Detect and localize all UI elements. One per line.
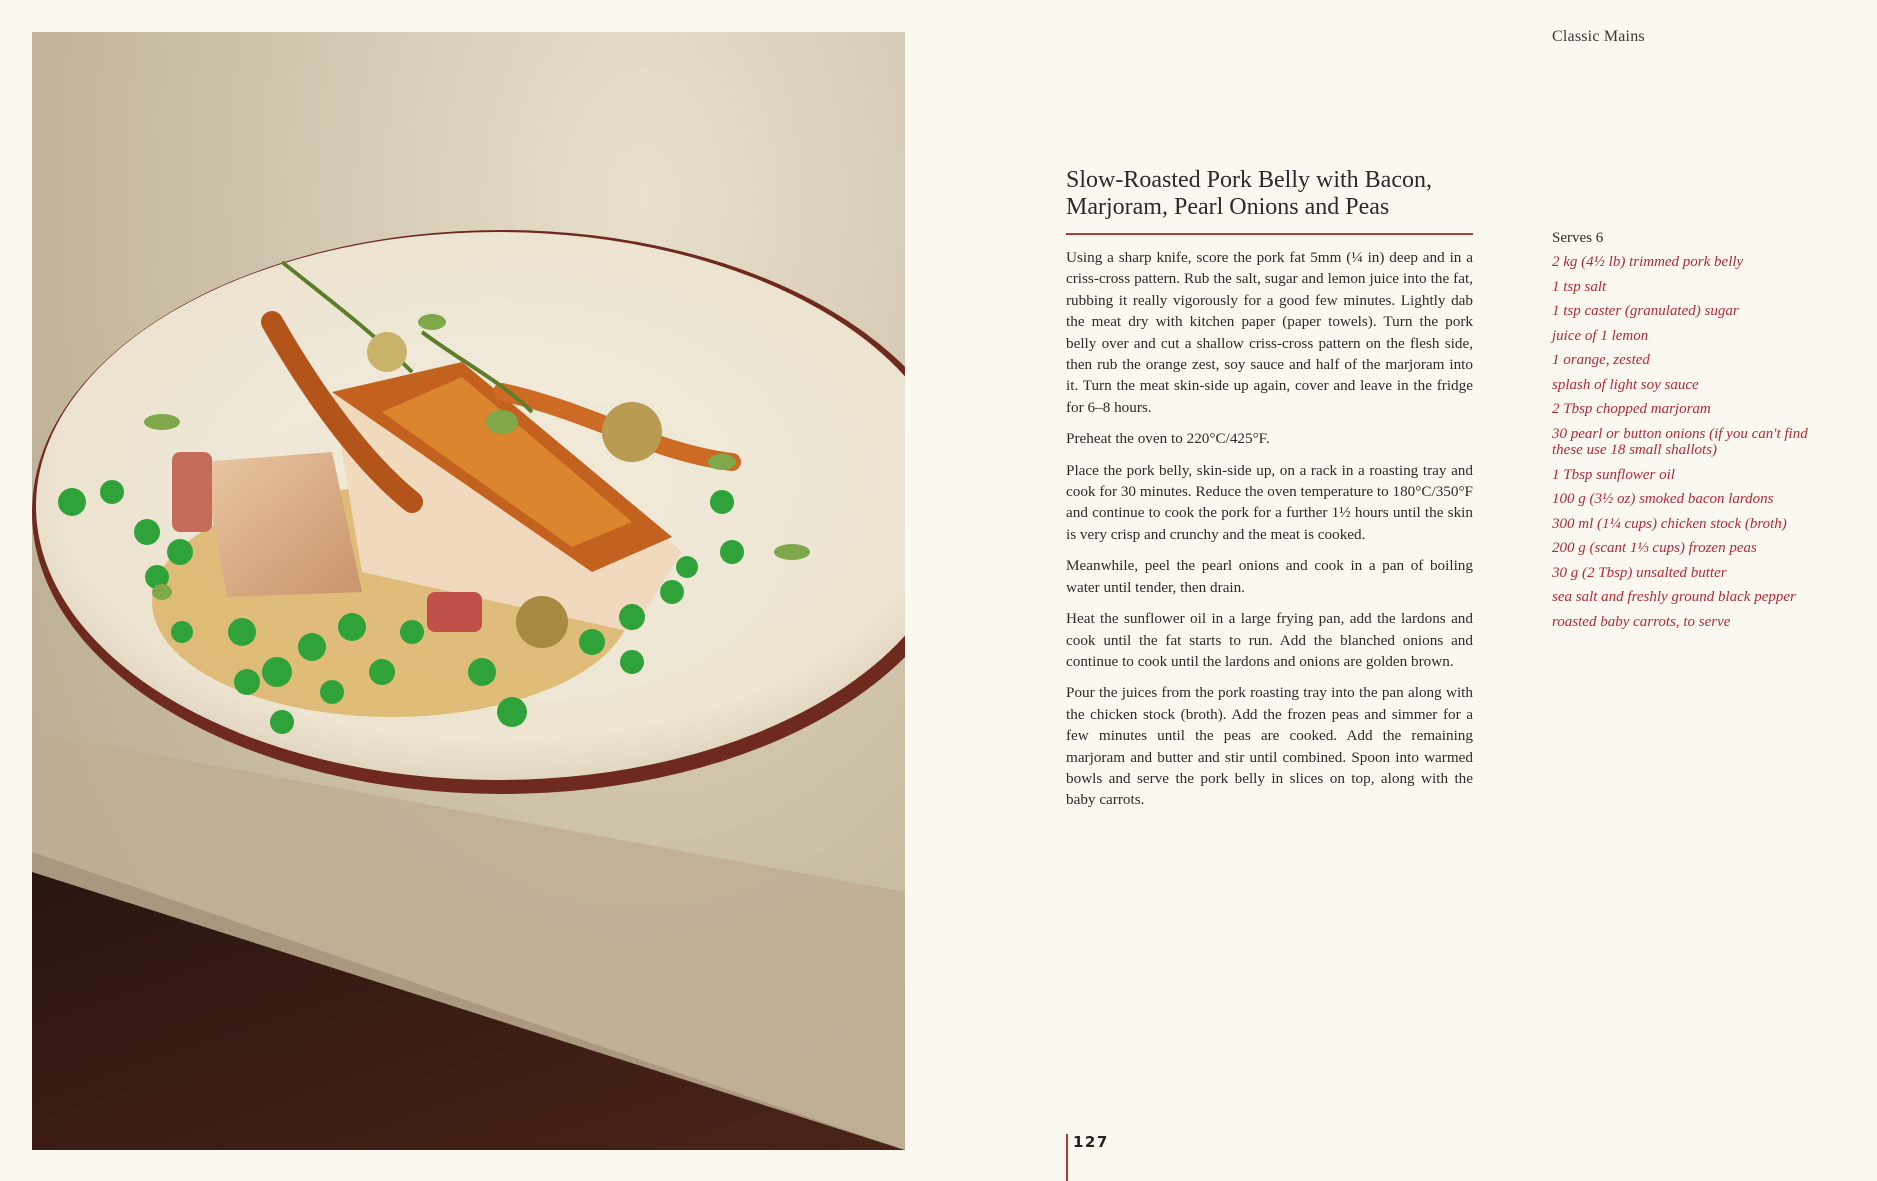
ingredient-item: 30 pearl or button onions (if you can't find these use 18 small shallots) [1552, 425, 1808, 458]
recipe-title-line1: Slow-Roasted Pork Belly with Bacon, [1066, 167, 1432, 193]
section-label: Classic Mains [1552, 28, 1645, 45]
ingredient-item: sea salt and freshly ground black pepper [1552, 589, 1796, 605]
recipe-title-line2: Marjoram, Pearl Onions and Peas [1066, 194, 1390, 220]
title-rule [1066, 233, 1473, 235]
ingredient-item: juice of 1 lemon [1552, 327, 1649, 344]
ingredients-list [1552, 254, 1822, 638]
ingredient-item: 1 tsp caster (granulated) sugar [1552, 303, 1739, 319]
method-step: Heat the sunflower oil in a large frying pan, add the lardons and cook until the fat starts to run. Add the blanched onions and continue to cook until the lardons and onions are golden brown. [1066, 610, 1473, 670]
recipe-title [1066, 167, 1486, 221]
page-number: 127 [1073, 1133, 1109, 1151]
method-step: Preheat the oven to 220°C/425°F. [1066, 430, 1270, 448]
ingredient-item: splash of light soy sauce [1552, 376, 1699, 393]
ingredient-item: 1 orange, zested [1552, 352, 1650, 368]
serves-label: Serves 6 [1552, 230, 1604, 246]
ingredient-item: 300 ml (1¼ cups) chicken stock (broth) [1552, 515, 1787, 532]
plated-dish-illustration [32, 32, 905, 1150]
ingredient-item: 2 kg (4½ lb) trimmed pork belly [1552, 254, 1744, 270]
folio-rule [1066, 1134, 1068, 1181]
method-step: Using a sharp knife, score the pork fat 5mm (¼ in) deep and in a criss-cross pattern. Rub the salt, sugar and lemon juice into the fat, rubbing it really vigorously for a good few minutes. Lightly dab the meat dry with kitchen paper (paper towels). Turn the pork belly over and cut a shallow criss-cross pattern on the flesh side, then rub the orange zest, soy sauce and half of the marjoram into it. Turn the meat skin-side up again, cover and leave in the fridge for 6–8 hours. [1066, 249, 1473, 416]
ingredient-item: 1 tsp salt [1552, 278, 1607, 295]
method-step: Meanwhile, peel the pearl onions and cook in a pan of boiling water until tender, then drain. [1066, 557, 1473, 596]
method-step: Pour the juices from the pork roasting tray into the pan along with the chicken stock (broth). Add the frozen peas and simmer for a few minutes until the peas are cooked. Add the remaining marjoram and butter and stir until combined. Spoon into warmed bowls and serve the pork belly in slices on top, along with the baby carrots. [1066, 684, 1473, 809]
method-step: Place the pork belly, skin-side up, on a rack in a roasting tray and cook for 30 minutes. Reduce the oven temperature to 180°C/350°F and continue to cook the pork for a further 1½ hours until the skin is very crisp and crunchy and the meat is cooked. [1066, 461, 1473, 543]
food-photo [32, 32, 905, 1150]
ingredient-item: roasted baby carrots, to serve [1552, 613, 1731, 630]
ingredient-item: 1 Tbsp sunflower oil [1552, 466, 1675, 483]
ingredient-item: 200 g (scant 1⅓ cups) frozen peas [1552, 540, 1757, 556]
method [1066, 247, 1473, 821]
ingredient-item: 100 g (3½ oz) smoked bacon lardons [1552, 491, 1774, 507]
ingredient-item: 30 g (2 Tbsp) unsalted butter [1552, 564, 1727, 581]
ingredient-item: 2 Tbsp chopped marjoram [1552, 401, 1711, 417]
